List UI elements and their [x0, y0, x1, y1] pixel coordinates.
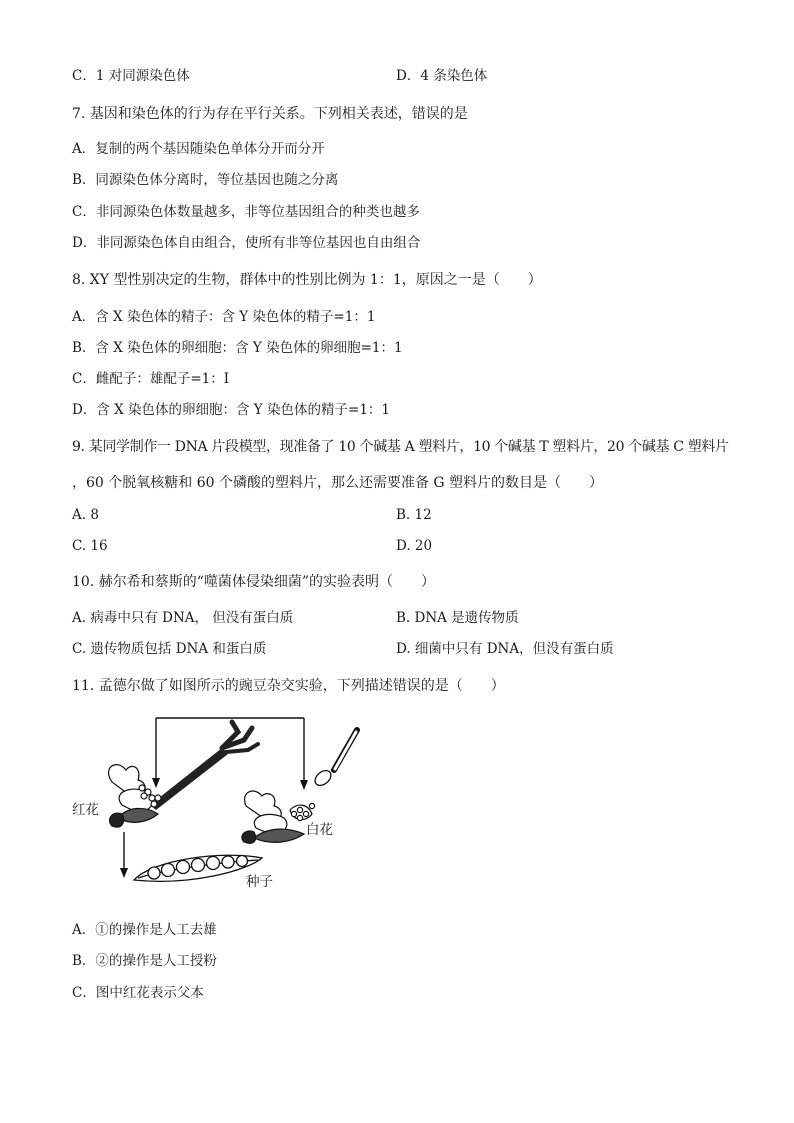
pea-cross-figure — [72, 710, 372, 900]
q9-option-a: A. 8 — [72, 507, 99, 523]
forceps-icon — [150, 722, 258, 810]
q9-option-b: B. 12 — [396, 507, 432, 523]
q11-stem: 11. 孟德尔做了如图所示的豌豆杂交实验，下列描述错误的是（ ） — [72, 678, 505, 694]
q10-option-b: B. DNA 是遗传物质 — [396, 610, 519, 626]
label-red-flower: 红花 — [72, 802, 99, 818]
pea-cross-illustration — [72, 710, 372, 900]
pea-pod-icon — [134, 855, 262, 881]
q10-stem: 10. 赫尔希和蔡斯的“噬菌体侵染细菌”的实验表明（ ） — [72, 574, 436, 590]
q10-option-c: C. 遗传物质包括 DNA 和蛋白质 — [72, 641, 267, 657]
q9-option-d: D. 20 — [396, 538, 433, 554]
q11-option-b: B．②的操作是人工授粉 — [72, 953, 217, 969]
q7-option-b: B．同源染色体分离时，等位基因也随之分离 — [72, 172, 339, 188]
q8-option-d: D．含 X 染色体的卵细胞：含 Y 染色体的精子=1：1 — [72, 402, 391, 418]
q9-stem-line2: ，60 个脱氧核糖和 60 个磷酸的塑料片，那么还需要准备 G 塑料片的数目是（ ） — [72, 475, 604, 491]
q7-stem: 7. 基因和染色体的行为存在平行关系。下列相关表述，错误的是 — [72, 106, 468, 122]
red-flower-icon — [109, 765, 161, 827]
q6-option-c: C．1 对同源染色体 — [72, 68, 190, 84]
q8-option-a: A．含 X 染色体的精子：含 Y 染色体的精子=1：1 — [72, 309, 376, 325]
white-flower-icon — [242, 791, 315, 843]
q7-option-a: A．复制的两个基因随染色单体分开而分开 — [72, 141, 325, 157]
q7-option-d: D．非同源染色体自由组合，使所有非等位基因也自由组合 — [72, 235, 421, 251]
q8-option-c: C．雌配子：雄配子=1：I — [72, 371, 230, 387]
q9-stem-line1: 9. 某同学制作一 DNA 片段模型，现准备了 10 个碱基 A 塑料片，10 个碱基 T 塑料片，20 个碱基 C 塑料片 — [72, 439, 729, 455]
q10-option-d: D. 细菌中只有 DNA，但没有蛋白质 — [396, 641, 614, 657]
arrow-down-head — [120, 868, 128, 878]
label-seed: 种子 — [246, 874, 273, 890]
q6-option-d: D．4 条染色体 — [396, 68, 488, 84]
q9-option-c: C. 16 — [72, 538, 108, 554]
arrow-head-left — [152, 778, 160, 788]
brush-icon — [312, 730, 357, 788]
q7-option-c: C．非同源染色体数量越多，非等位基因组合的种类也越多 — [72, 204, 420, 220]
q11-option-a: A．①的操作是人工去雄 — [72, 922, 217, 938]
q8-stem: 8. XY 型性别决定的生物，群体中的性别比例为 1：1，原因之一是（ ） — [72, 272, 542, 288]
q8-option-b: B．含 X 染色体的卵细胞：含 Y 染色体的卵细胞=1：1 — [72, 340, 403, 356]
q10-option-a: A. 病毒中只有 DNA， 但没有蛋白质 — [72, 610, 294, 626]
q11-option-c: C．图中红花表示父本 — [72, 985, 204, 1001]
label-white-flower: 白花 — [306, 822, 333, 838]
arrow-head-right — [300, 780, 308, 790]
